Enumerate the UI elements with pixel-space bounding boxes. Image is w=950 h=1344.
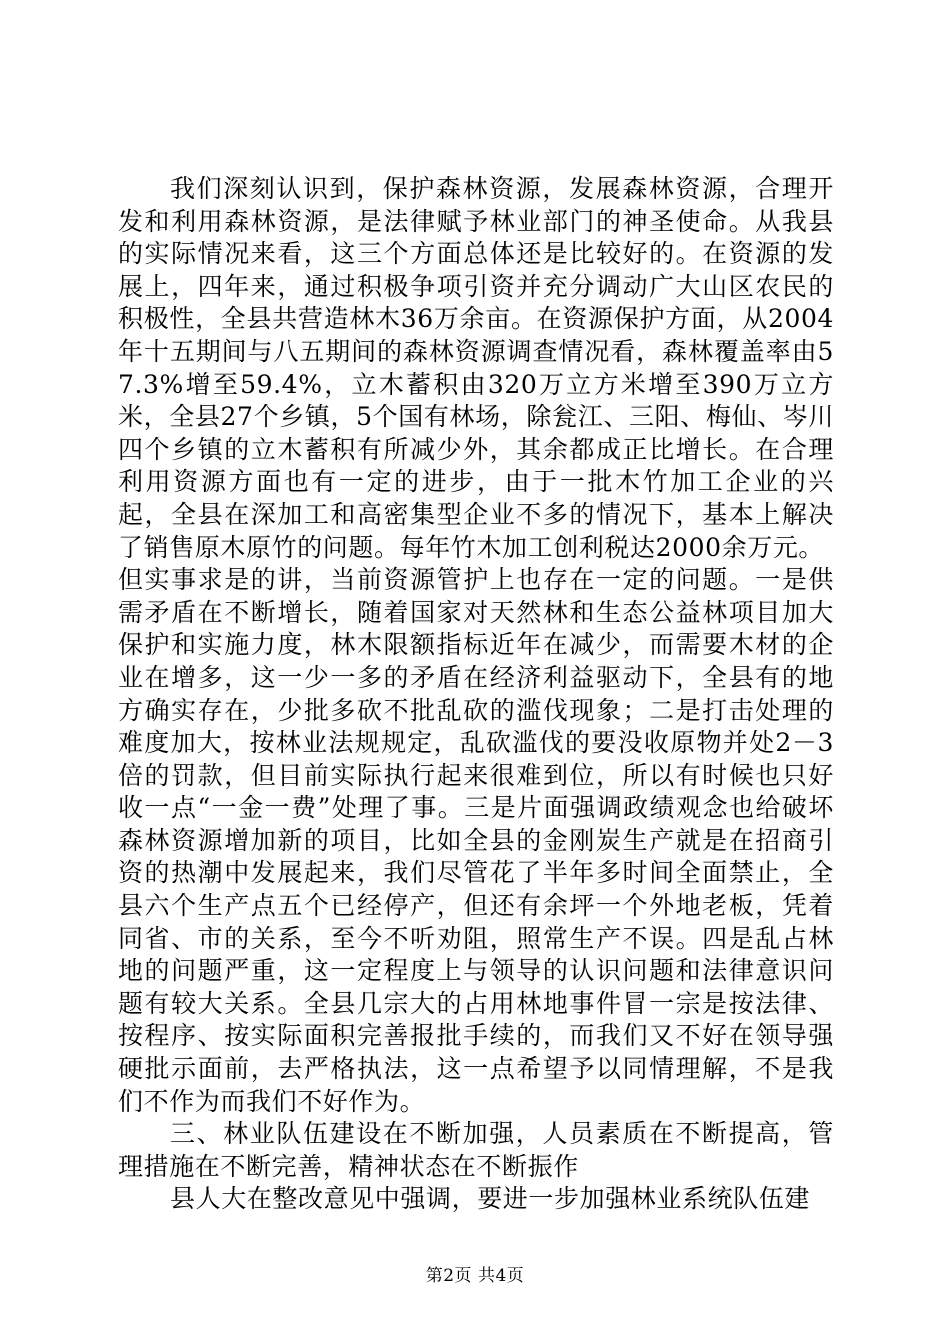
document-body: [118, 173, 834, 1216]
paragraph-npc-rectification: 县人大在整改意见中强调，要进一步加强林业系统队伍建: [170, 1184, 811, 1214]
page-footer: 第2页 共4页: [425, 1266, 525, 1286]
paragraph-resource-problems: 但实事求是的讲，当前资源管护上也存在一定的问题。一是供需矛盾在不断增长，随着国家对天然林和生态公益林项目加大保护和实施力度，林木限额指标近年在减少，而需要木材的企业在增多，这一少一多的矛盾在经济利益驱动下，全县有的地方确实存在，少批多砍不批乱砍的滥伐现象；二是打击处理的难度加大，按林业法规规定，乱砍滥伐的要没收原物并处2－3倍的罚款，但目前实际执行起来很难到位，所以有时候也只好收一点“一金一费”处理了事。三是片面强调政绩观念也给破坏森林资源增加新的项目，比如全县的金刚炭生产就是在招商引资的热潮中发展起来，我们尽管花了半年多时间全面禁止，全县六个生产点五个已经停产，但还有余坪一个外地老板，凭着同省、市的关系，至今不听劝阻，照常生产不误。四是乱占林地的问题严重，这一定程度上与领导的认识问题和法律意识问题有较大关系。全县几宗大的占用林地事件冒一宗是按法律、按程序、按实际面积完善报批手续的，而我们又不好在领导强硬批示面前，去严格执法，这一点希望予以同情理解，不是我们不作为而我们不好作为。: [118, 565, 834, 1116]
section-heading-team-building: 三、林业队伍建设在不断加强，人员素质在不断提高，管理措施在不断完善，精神状态在不断振作: [118, 1119, 834, 1181]
paragraph-forest-resources: 我们深刻认识到，保护森林资源，发展森林资源，合理开发和利用森林资源，是法律赋予林业部门的神圣使命。从我县的实际情况来看，这三个方面总体还是比较好的。在资源的发展上，四年来，通过积极争项引资并充分调动广大山区农民的积极性，全县共营造林木36万余亩。在资源保护方面，从2004年十五期间与八五期间的森林资源调查情况看，森林覆盖率由57.3%增至59.4%，立木蓄积由320万立方米增至390万立方米，全县27个乡镇，5个国有林场，除瓮江、三阳、梅仙、岑川四个乡镇的立木蓄积有所减少外，其余都成正比增长。在合理利用资源方面也有一定的进步，由于一批木竹加工企业的兴起，全县在深加工和高密集型企业不多的情况下，基本上解决了销售原木原竹的问题。每年竹木加工创利税达2000余万元。: [118, 174, 834, 562]
